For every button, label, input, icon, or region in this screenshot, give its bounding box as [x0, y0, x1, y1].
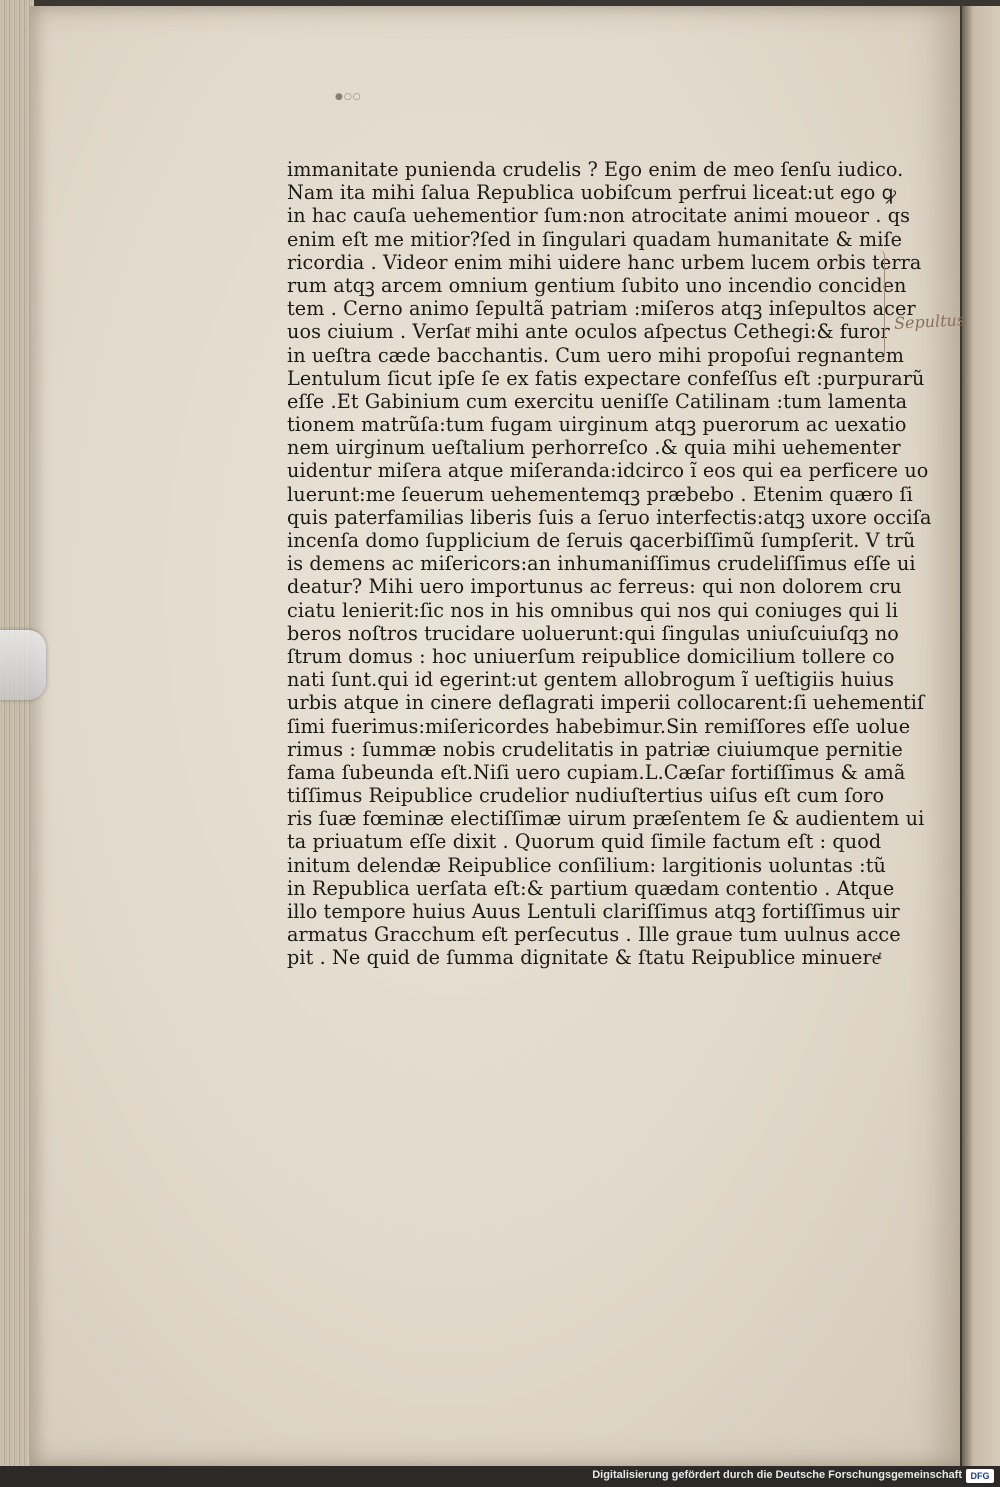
- footer-bar: [0, 1466, 1000, 1487]
- text-line: nem uirginum ueſtalium perhorreſco .& quia mihi uehementer: [287, 436, 901, 460]
- text-line: illo tempore huius Auus Lentuli clariſſimus atqꝫ fortiſſimus uir: [287, 900, 900, 923]
- margin-bracket: [878, 250, 885, 360]
- text-line: uidentur miſera atque miſeranda:idcirco ĩ eos qui ea perficere uo: [287, 459, 929, 483]
- text-line: luerunt:me ſeuerum uehementemqꝫ præbebo . Etenim quæro ſi: [287, 482, 913, 506]
- text-line: in Republica uerſata eſt:& partium quædam contentio . Atque: [287, 876, 895, 900]
- pin-marks: ●○○: [335, 92, 362, 102]
- text-line: enim eſt me mitior?ſed in ſingulari quadam humanitate & miſe: [287, 227, 903, 251]
- text-line: fama ſubeunda eſt.Niſi uero cupiam.L.Cæſar fortiſſimus & amã: [287, 760, 906, 784]
- text-line: rimus : ſummæ nobis crudelitatis in patriæ ciuiumque pernitie: [287, 737, 903, 761]
- dfg-logo: DFG: [966, 1469, 994, 1483]
- text-line: ciatu lenierit:ſic nos in his omnibus qui nos qui coniuges qui li: [287, 598, 899, 622]
- text-line: nati ſunt.qui id egerint:ut gentem allobrogum ĩ ueſtigiis huius: [287, 668, 895, 692]
- text-line: rum atqꝫ arcem omnium gentium ſubito uno incendio conciden: [287, 273, 907, 297]
- text-line: ris ſuæ fœminæ electiſſimæ uirum præſentem ſe & audientem ui: [287, 807, 925, 831]
- text-line: is demens ac miſericors:an inhumaniſſimus crudeliſſimus eſſe ui: [287, 552, 916, 576]
- text-line: quis paterfamilias liberis ſuis a ſeruo interfectis:atqꝫ uxore occiſa: [287, 505, 932, 529]
- text-line: ſimi fuerimus:miſericordes habebimur.Sin remiſſores eſſe uolue: [287, 714, 911, 738]
- text-line: incenſa domo ſupplicium de ſeruis ꝗacerbiſſimũ ſumpſerit. V trũ: [287, 529, 916, 552]
- marginal-note: Sepultus: [893, 310, 966, 333]
- text-line: pit . Ne quid de ſumma dignitate & ſtatu Reipublice minuereͭ: [287, 946, 881, 970]
- text-line: Nam ita mihi ſalua Republica uobiſcum perfrui liceat:ut ego ꝙ: [287, 181, 897, 205]
- text-line: armatus Gracchum eſt perſecutus . Ille graue tum uulnus acce: [287, 923, 901, 947]
- text-line: ricordia . Videor enim mihi uidere hanc urbem lucem orbis terra: [287, 250, 922, 274]
- facing-page-edge: [962, 6, 1000, 1466]
- text-line: uos ciuium . Verſatͬ mihi ante oculos aſpectus Cethegi:& furor: [287, 320, 890, 344]
- text-line: Lentulum ſicut ipſe ſe ex fatis expectare confeſſus eſt :purpurarũ: [287, 366, 925, 390]
- text-line: tionem matrũſa:tum fugam uirginum atqꝫ puerorum ac uexatio: [287, 413, 907, 437]
- text-line: in hac cauſa uehementior ſum:non atrocitate animi moueor . qs: [287, 204, 911, 228]
- text-line: immanitate punienda crudelis ? Ego enim de meo ſenſu iudico.: [287, 158, 904, 181]
- text-line: tem . Cerno animo ſepultã patriam :miſeros atqꝫ inſepultos acer: [287, 297, 916, 321]
- book-page-stack: [0, 0, 34, 1466]
- text-line: eſſe .Et Gabinium cum exercitu ueniſſe Catilinam :tum lamenta: [287, 389, 908, 413]
- book-clip: [0, 630, 46, 700]
- text-line: beros noſtros trucidare uoluerunt:qui ſingulas uniuſcuiuſqꝫ no: [287, 621, 899, 645]
- text-line: ta priuatum eſſe dixit . Quorum quid ſimile factum eſt : quod: [287, 830, 882, 854]
- text-line: tiſſimus Reipublice crudelior nudiuſtertius uiſus eſt cum ſoro: [287, 784, 885, 808]
- text-line: initum delendæ Reipublice conſilium: largitionis uoluntas :tũ: [287, 853, 887, 877]
- text-line: urbis atque in cinere deflagrati imperii collocarent:ſi uehementiſ: [287, 691, 925, 715]
- text-line: in ueſtra cæde bacchantis. Cum uero mihi propoſui regnantem: [287, 343, 905, 367]
- text-line: deatur? Mihi uero importunus ac ferreus: qui non dolorem cru: [287, 575, 902, 599]
- footer-credit: Digitalisierung gefördert durch die Deutsche Forschungsgemeinschaft: [592, 1469, 962, 1481]
- text-line: ſtrum domus : hoc uniuerſum reipublice domicilium tollere co: [287, 644, 895, 668]
